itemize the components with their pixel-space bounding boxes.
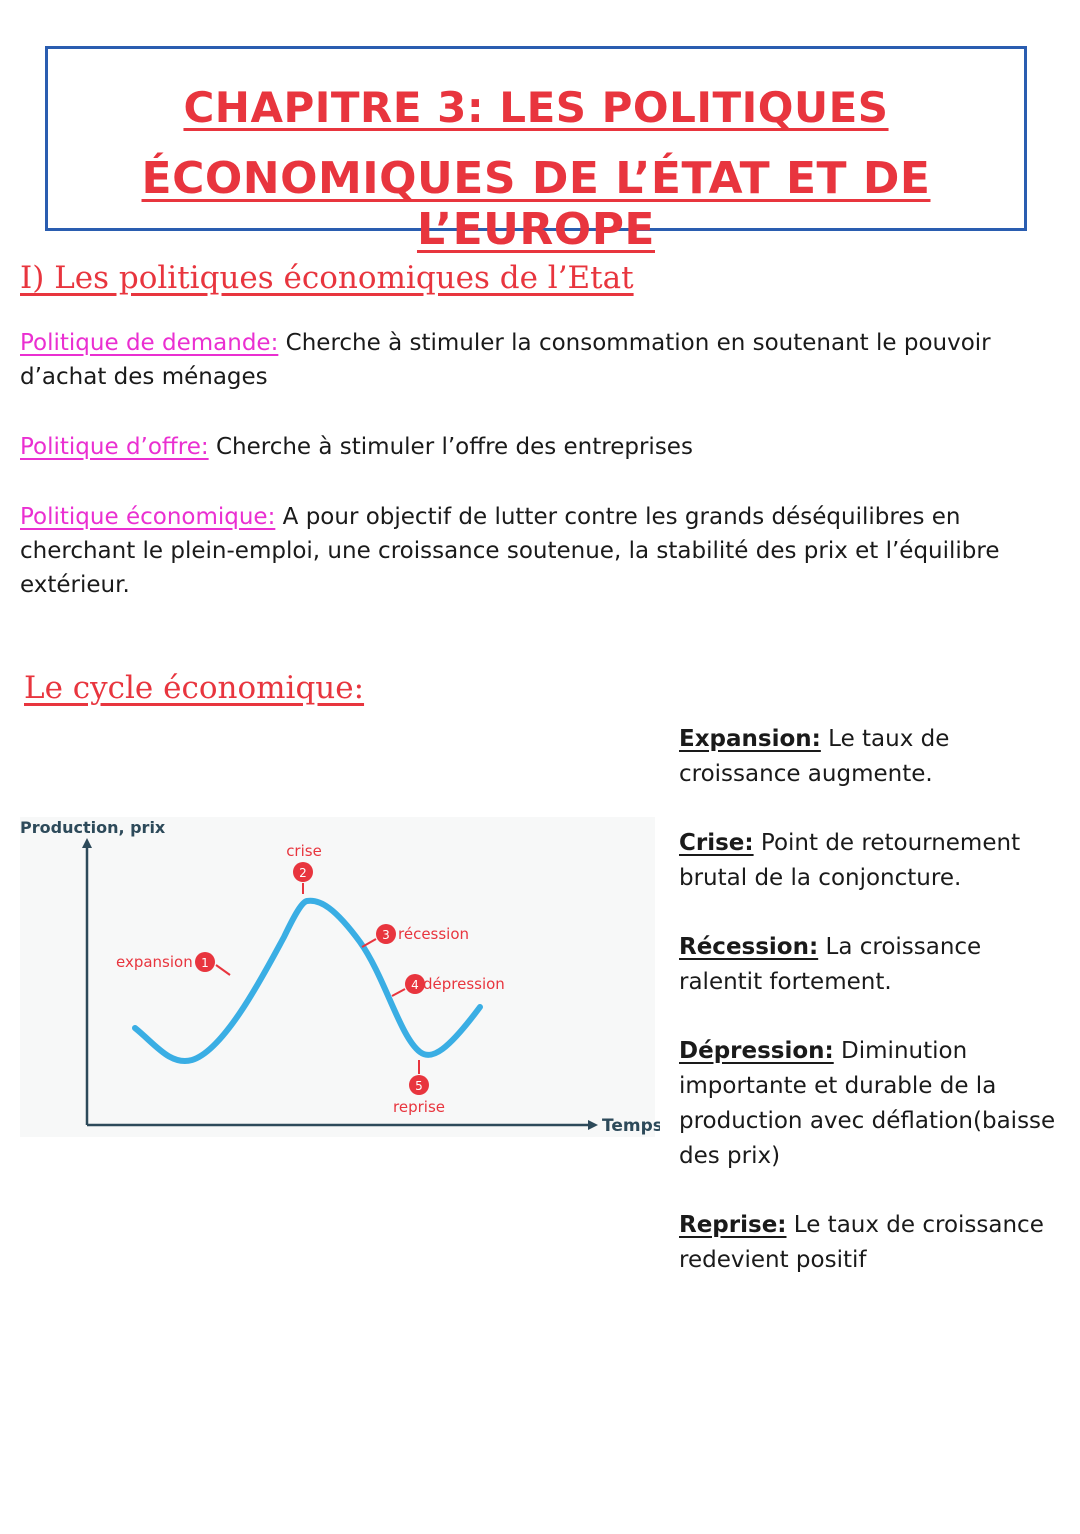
marker-expansion-number: 1 [201,956,209,970]
term-recession: Récession: [679,934,819,960]
definition-reprise [679,1208,1059,1278]
label-crise: crise [286,842,322,860]
y-axis-label: Production, prix [20,818,166,837]
term-crise: Crise: [679,830,754,856]
text-depression: Diminution importante et durable de la production avec déflation(baisse des prix) [679,1038,1056,1169]
label-depression: dépression [423,975,505,993]
label-recession: récession [398,925,470,943]
definition-recession [679,930,1059,1000]
term-politique-economique: Politique économique: [20,504,276,530]
text-reprise: Le taux de croissance redevient positif [679,1212,1044,1273]
business-cycle-chart [20,812,660,1142]
label-expansion: expansion [116,953,193,971]
marker-reprise-number: 5 [415,1079,423,1093]
label-reprise: reprise [393,1098,445,1116]
text-politique-economique: A pour objectif de lutter contre les grands déséquilibres en cherchant le plein-emploi, une croissance soutenue, la stabilité des prix et l’équilibre extérieur. [20,504,1000,598]
text-expansion: Le taux de croissance augmente. [679,726,950,787]
text-politique-offre: Cherche à stimuler l’offre des entreprises [208,434,693,460]
definition-politique-demande [20,326,1050,394]
chapter-title-line-1: CHAPITRE 3: LES POLITIQUES [183,83,889,132]
definition-crise [679,826,1059,896]
section-heading-politiques: I) Les politiques économiques de l’Etat [20,260,634,296]
term-politique-offre: Politique d’offre: [20,434,209,460]
text-politique-demande: Cherche à stimuler la consommation en soutenant le pouvoir d’achat des ménages [20,330,991,390]
term-reprise: Reprise: [679,1212,787,1238]
definition-depression [679,1034,1059,1174]
definition-expansion [679,722,1059,792]
chapter-title-line-2: ÉCONOMIQUES DE L’ÉTAT ET DE L’EUROPE [141,153,931,255]
section-heading-cycle: Le cycle économique: [24,670,365,706]
chart-background [20,817,655,1137]
term-depression: Dépression: [679,1038,834,1064]
marker-crise-number: 2 [299,866,307,880]
text-recession: La croissance ralentit fortement. [679,934,982,995]
definition-politique-economique [20,500,1050,602]
term-expansion: Expansion: [679,726,821,752]
title-box [45,46,1027,255]
text-crise: Point de retournement brutal de la conjoncture. [679,830,1021,891]
marker-depression-number: 4 [411,978,419,992]
term-politique-demande: Politique de demande: [20,330,279,356]
x-axis-label: Temps [602,1116,660,1136]
marker-recession-number: 3 [382,928,390,942]
chart-svg [20,812,660,1142]
definition-politique-offre [20,430,1050,464]
